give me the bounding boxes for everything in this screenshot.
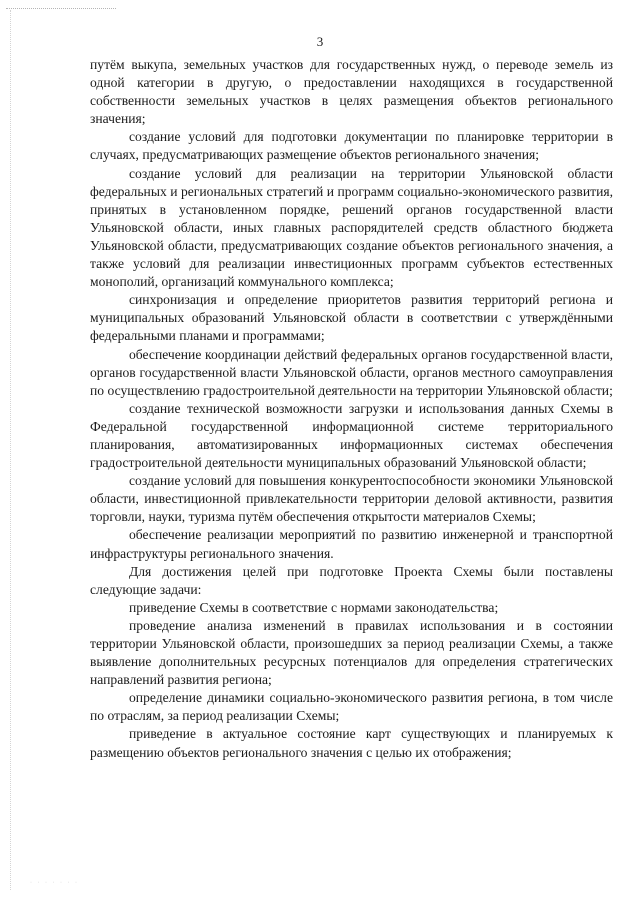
- paragraph-4: синхронизация и определение приоритетов развития территорий региона и муниципальных образований Ульяновской области в соответствии с утверждёнными федеральными планами и программами;: [90, 292, 613, 344]
- paragraph-8: обеспечение реализации мероприятий по развитию инженерной и транспортной инфраструктуры регионального значения.: [90, 527, 613, 561]
- scan-mark: · · · · · · ·: [30, 880, 79, 886]
- paragraph-7: создание условий для повышения конкурентоспособности экономики Ульяновской области, инвестиционной привлекательности территории деловой активности, развития торговли, науки, туризма путём обеспечения открытости материалов Схемы;: [90, 473, 613, 525]
- paragraph-12: определение динамики социально-экономического развития региона, в том числе по отраслям, за период реализации Схемы;: [90, 690, 613, 724]
- paragraph-11: проведение анализа изменений в правилах использования и в состоянии территории Ульяновской области, произошедших за период реализации Схемы, а также выявление дополнительных ресурсных потенциалов для определения стратегических направлений развития региона;: [90, 617, 613, 688]
- paragraph-9: Для достижения целей при подготовке Проекта Схемы были поставлены следующие задачи:: [90, 563, 613, 597]
- scan-edge-top: [6, 8, 116, 9]
- paragraph-2: создание условий для подготовки документации по планировке территории в случаях, предусматривающих размещение объектов регионального значения;: [90, 129, 613, 163]
- paragraph-5: обеспечение координации действий федеральных органов государственной власти, органов государственной власти Ульяновской области, органов местного самоуправления по осуществлению градостроительной деятельности на территории Ульяновской области;: [90, 346, 613, 398]
- document-body: [90, 56, 613, 762]
- paragraph-6: создание технической возможности загрузки и использования данных Схемы в Федеральной государственной информационной системе территориального планирования, автоматизированных информационных системах обеспечения градостроительной деятельности муниципальных образований Ульяновской области;: [90, 400, 613, 471]
- scan-edge-left: [10, 10, 11, 890]
- paragraph-13: приведение в актуальное состояние карт существующих и планируемых к размещению объектов регионального значения с целью их отображения;: [90, 726, 613, 760]
- paragraph-1: путём выкупа, земельных участков для государственных нужд, о переводе земель из одной категории в другую, о предоставлении находящихся в государственной собственности земельных участков в целях размещения объектов регионального значения;: [90, 57, 613, 127]
- paragraph-3: создание условий для реализации на территории Ульяновской области федеральных и региональных стратегий и программ социально-экономического развития, принятых в установленном порядке, решений органов государственной власти Ульяновской области, иных главных распорядителей средств областного бюджета Ульяновской области, предусматривающих создание объектов регионального значения, а также условий для реализации инвестиционных программ субъектов естественных монополий, организаций коммунального комплекса;: [90, 165, 613, 290]
- page-number: 3: [316, 34, 324, 49]
- paragraph-10: приведение Схемы в соответствие с нормами законодательства;: [129, 599, 499, 615]
